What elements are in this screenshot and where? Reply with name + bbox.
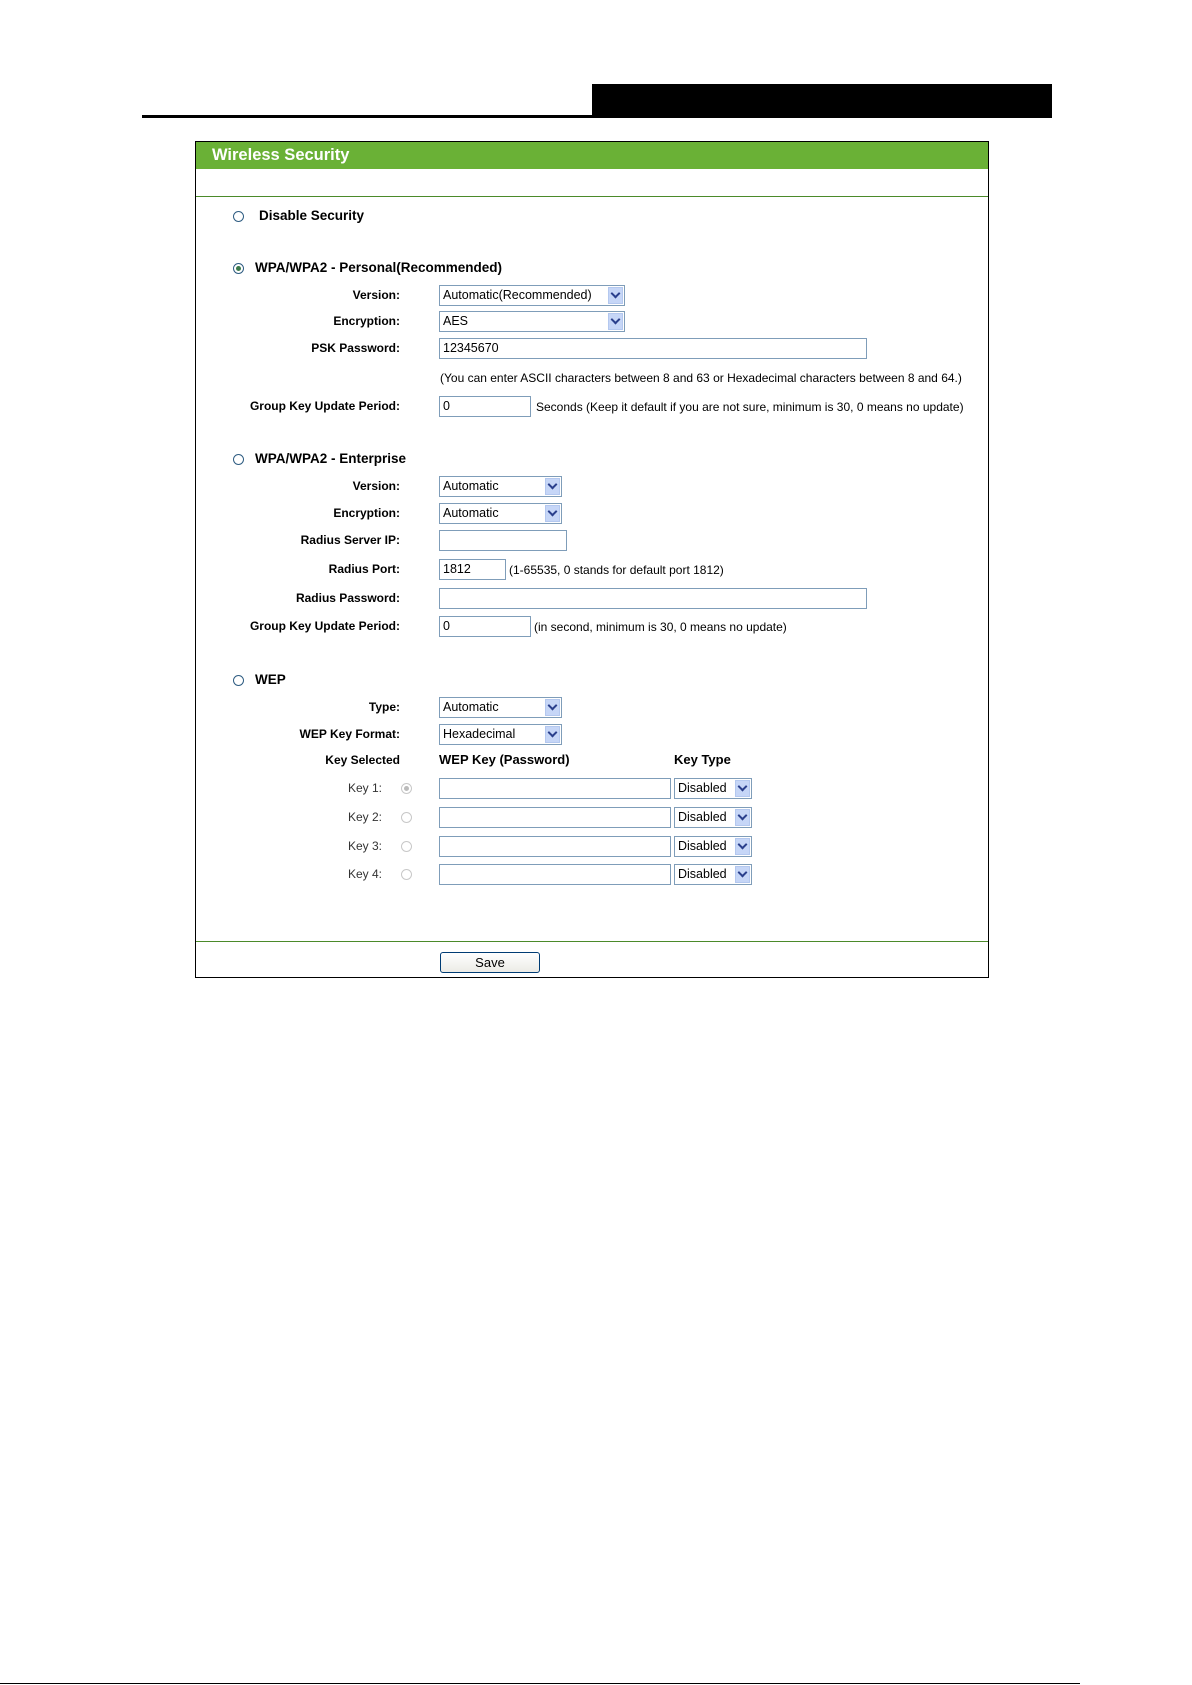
wep-type-label: Type:	[368, 700, 400, 714]
key-4-input[interactable]	[439, 864, 671, 885]
key-4-label: Key 4:	[347, 867, 382, 881]
bottom-divider	[196, 941, 988, 942]
personal-version-label: Version:	[352, 288, 400, 302]
wep-key-header: WEP Key (Password)	[439, 752, 570, 767]
radius-server-ip-input[interactable]	[439, 530, 567, 551]
wpa-personal-radio[interactable]	[233, 263, 244, 274]
wep-title: WEP	[255, 672, 286, 687]
enterprise-encryption-select[interactable]: Automatic	[439, 503, 562, 524]
wpa-enterprise-radio[interactable]	[233, 454, 244, 465]
chevron-down-icon	[735, 866, 750, 883]
enterprise-version-select[interactable]: Automatic	[439, 476, 562, 497]
key-1-radio[interactable]	[401, 783, 412, 794]
key-selected-header: Key Selected	[325, 753, 400, 767]
enterprise-gkup-hint: (in second, minimum is 30, 0 means no update)	[534, 620, 787, 634]
personal-encryption-select[interactable]: AES	[439, 311, 625, 332]
radius-password-input[interactable]	[439, 588, 867, 609]
chevron-down-icon	[545, 478, 560, 495]
enterprise-encryption-label: Encryption:	[333, 506, 400, 520]
chevron-down-icon	[735, 809, 750, 826]
chevron-down-icon	[608, 287, 623, 304]
chevron-down-icon	[735, 780, 750, 797]
chevron-down-icon	[545, 699, 560, 716]
psk-password-hint: (You can enter ASCII characters between 8 and 63 or Hexadecimal characters between 8 and 64.)	[440, 371, 962, 385]
personal-gkup-hint: Seconds (Keep it default if you are not sure, minimum is 30, 0 means no update)	[536, 400, 964, 414]
key-2-input[interactable]	[439, 807, 671, 828]
panel-title: Wireless Security	[196, 142, 988, 169]
radius-server-ip-label: Radius Server IP:	[300, 533, 400, 547]
disable-security-label: Disable Security	[259, 208, 365, 223]
chevron-down-icon	[545, 505, 560, 522]
document-header-bar	[592, 84, 1052, 118]
wep-key-format-select[interactable]: Hexadecimal	[439, 724, 562, 745]
key-type-header: Key Type	[674, 752, 731, 767]
key-2-label: Key 2:	[347, 810, 382, 824]
key-3-input[interactable]	[439, 836, 671, 857]
wpa-personal-title: WPA/WPA2 - Personal(Recommended)	[255, 260, 503, 275]
radius-port-hint: (1-65535, 0 stands for default port 1812)	[509, 563, 724, 577]
key-2-type-select[interactable]: Disabled	[674, 807, 752, 828]
personal-encryption-label: Encryption:	[333, 314, 400, 328]
radius-port-label: Radius Port:	[328, 562, 400, 576]
key-3-label: Key 3:	[347, 839, 382, 853]
personal-version-select[interactable]: Automatic(Recommended)	[439, 285, 625, 306]
enterprise-gkup-label: Group Key Update Period:	[249, 619, 400, 633]
enterprise-version-label: Version:	[352, 479, 400, 493]
top-divider	[196, 196, 988, 197]
personal-gkup-label: Group Key Update Period:	[249, 399, 400, 413]
document-footer-rule	[0, 1683, 1080, 1684]
key-1-type-select[interactable]: Disabled	[674, 778, 752, 799]
wep-key-format-label: WEP Key Format:	[299, 727, 400, 741]
key-3-type-select[interactable]: Disabled	[674, 836, 752, 857]
chevron-down-icon	[545, 726, 560, 743]
psk-password-label: PSK Password:	[311, 341, 400, 355]
wireless-security-panel	[195, 141, 989, 978]
radius-password-label: Radius Password:	[295, 591, 400, 605]
key-4-type-select[interactable]: Disabled	[674, 864, 752, 885]
radius-port-input[interactable]: 1812	[439, 559, 506, 580]
enterprise-gkup-input[interactable]: 0	[439, 616, 531, 637]
key-4-radio[interactable]	[401, 869, 412, 880]
disable-security-radio[interactable]	[233, 211, 244, 222]
psk-password-input[interactable]: 12345670	[439, 338, 867, 359]
wep-radio[interactable]	[233, 675, 244, 686]
key-3-radio[interactable]	[401, 841, 412, 852]
key-2-radio[interactable]	[401, 812, 412, 823]
chevron-down-icon	[735, 838, 750, 855]
chevron-down-icon	[608, 313, 623, 330]
key-1-label: Key 1:	[347, 781, 382, 795]
save-button[interactable]: Save	[440, 952, 540, 973]
wep-type-select[interactable]: Automatic	[439, 697, 562, 718]
key-1-input[interactable]	[439, 778, 671, 799]
wpa-enterprise-title: WPA/WPA2 - Enterprise	[255, 451, 407, 466]
document-header-rule	[142, 115, 1052, 118]
personal-gkup-input[interactable]: 0	[439, 396, 531, 417]
